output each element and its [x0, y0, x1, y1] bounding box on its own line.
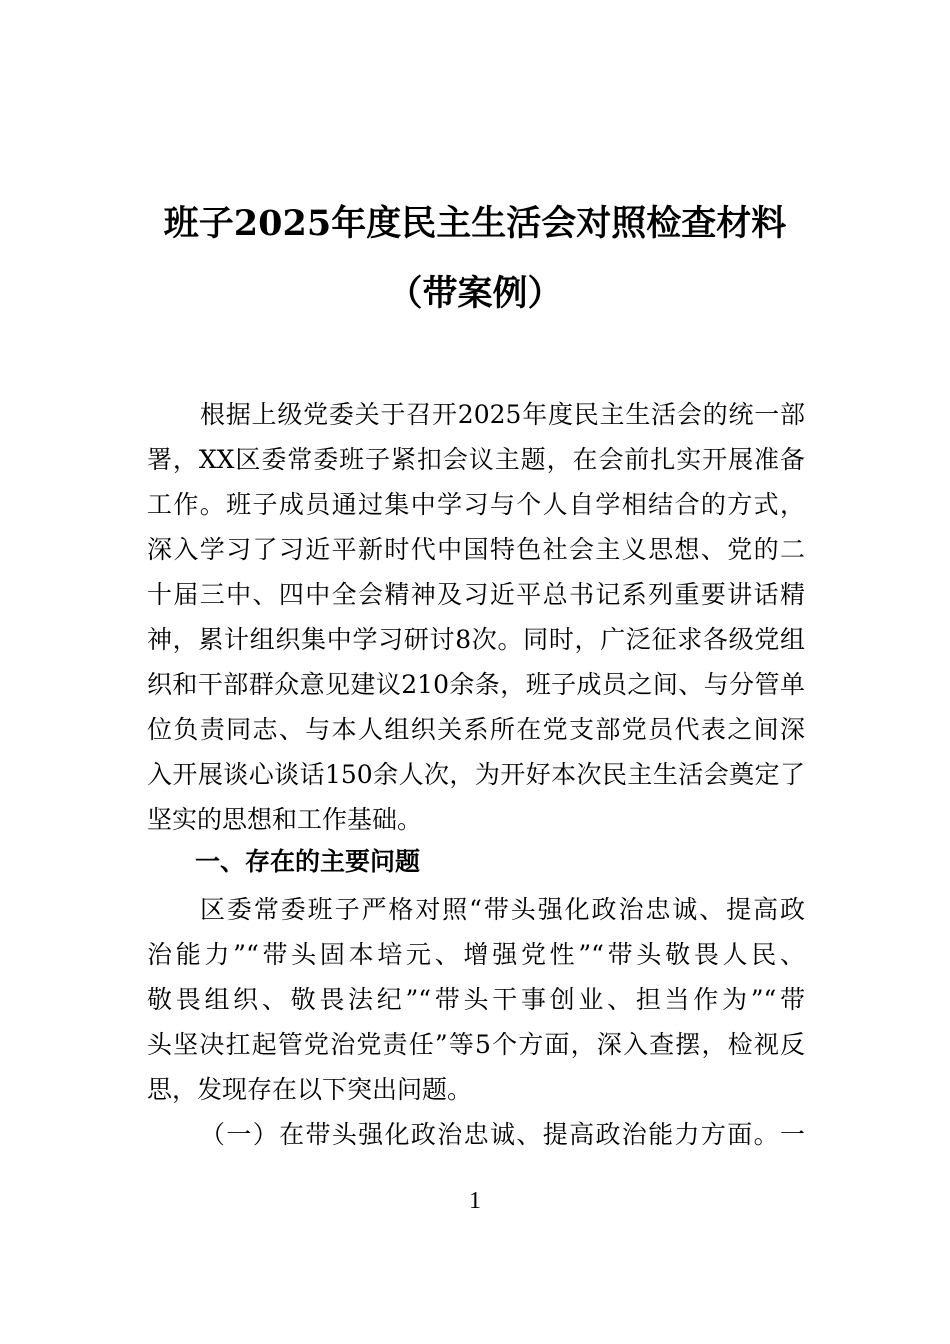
text-line: 工作。班子成员通过集中学习与个人自学相结合的方式， — [147, 490, 805, 519]
text-line: 位负责同志、与本人组织关系所在党支部党员代表之间深 — [147, 715, 805, 744]
text-line: 深入学习了习近平新时代中国特色社会主义思想、党的二 — [147, 535, 805, 564]
text-line: 根据上级党委关于召开2025年度民主生活会的统一部 — [200, 400, 805, 429]
section-heading: 一、存在的主要问题 — [195, 847, 421, 876]
text-line: 治能力”“带头固本培元、增强党性”“带头敬畏人民、 — [147, 940, 805, 969]
text-line: 十届三中、四中全会精神及习近平总书记系列重要讲话精 — [147, 580, 805, 609]
text-line: 思，发现存在以下突出问题。 — [147, 1075, 473, 1104]
text-line: （一）在带头强化政治忠诚、提高政治能力方面。一 — [200, 1120, 805, 1149]
text-line: 头坚决扛起管党治党责任”等5个方面，深入查摆，检视反 — [147, 1030, 805, 1059]
document-title: 班子2025年度民主生活会对照检查材料 — [163, 203, 787, 244]
text-line: 敬畏组织、敬畏法纪”“带头干事创业、担当作为”“带 — [147, 985, 805, 1014]
page-number: 1 — [469, 1188, 481, 1214]
text-line: 坚实的思想和工作基础。 — [147, 805, 423, 834]
text-line: 署，XX区委常委班子紧扣会议主题，在会前扎实开展准备 — [147, 445, 805, 474]
document-subtitle: （带案例） — [387, 273, 563, 314]
text-line: 入开展谈心谈话150余人次，为开好本次民主生活会奠定了 — [147, 760, 805, 789]
text-line: 区委常委班子严格对照“带头强化政治忠诚、提高政 — [200, 895, 805, 924]
text-line: 织和干部群众意见建议210余条，班子成员之间、与分管单 — [147, 670, 805, 699]
text-line: 神，累计组织集中学习研讨8次。同时，广泛征求各级党组 — [147, 625, 805, 654]
